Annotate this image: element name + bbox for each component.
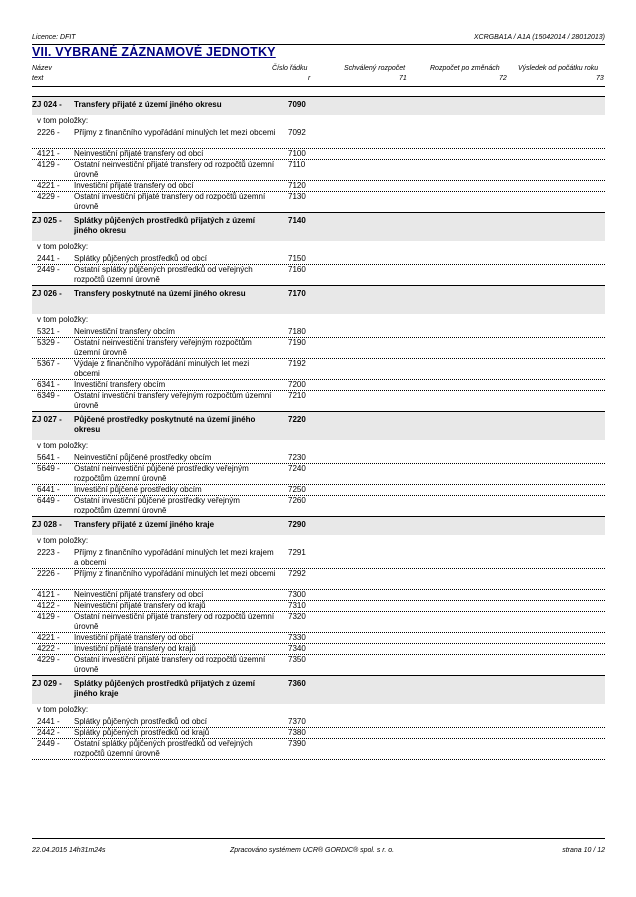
col-schvaleny: Schválený rozpočet [344, 65, 406, 72]
row-number: 7330 [288, 633, 306, 642]
page-footer [32, 838, 605, 853]
row-text: Neinvestiční půjčené prostředky obcím [74, 453, 212, 462]
item-row [32, 463, 605, 485]
row-text: v tom položky: [37, 116, 89, 125]
section-row [32, 411, 605, 440]
row-code: 6449 - [37, 496, 60, 505]
row-number: 7150 [288, 254, 306, 263]
row-number: 7390 [288, 739, 306, 748]
col-73: 73 [596, 75, 604, 82]
row-number: 7260 [288, 496, 306, 505]
row-text: Neinvestiční přijaté transfery od obcí [74, 590, 204, 599]
row-code: 2226 - [37, 569, 60, 578]
row-text: Ostatní neinvestiční transfery veřejným rozpočtům územní úrovně [74, 338, 252, 357]
col-71: 71 [399, 75, 407, 82]
item-row [32, 495, 605, 517]
col-nazev: Název [32, 65, 52, 72]
row-text: Splátky půjčených prostředků přijatých z území jiného okresu [74, 216, 255, 235]
row-number: 7220 [288, 415, 306, 424]
footer-system: Zpracováno systémem UCR® GORDIC® spol. s r. o. [230, 847, 395, 854]
row-text: Příjmy z finančního vypořádání minulých let mezi krajem a obcemi [74, 548, 274, 567]
row-number: 7291 [288, 548, 306, 557]
row-number: 7210 [288, 391, 306, 400]
section-row [32, 516, 605, 535]
col-cislo-radku: Číslo řádku [272, 65, 308, 72]
row-text: Ostatní neinvestiční přijaté transfery od rozpočtů územní úrovně [74, 160, 275, 179]
row-number: 7230 [288, 453, 306, 462]
row-text: Neinvestiční přijaté transfery od krajů [74, 601, 206, 610]
section-row [32, 285, 605, 314]
row-text: v tom položky: [37, 315, 89, 324]
row-code: 2449 - [37, 265, 60, 274]
item-row [32, 611, 605, 633]
row-text: Půjčené prostředky poskytnuté na území jiného okresu [74, 415, 256, 434]
row-text: Ostatní neinvestiční přijaté transfery od rozpočtů územní úrovně [74, 612, 275, 631]
row-text: Splátky půjčených prostředků od obcí [74, 254, 207, 263]
row-code: 4121 - [37, 590, 60, 599]
row-code: 4222 - [37, 644, 60, 653]
footer-page: strana 10 / 12 [562, 847, 605, 854]
row-code: ZJ 026 - [32, 289, 62, 298]
section-row [32, 212, 605, 241]
item-row [32, 337, 605, 359]
row-number: 7320 [288, 612, 306, 621]
row-text: Ostatní investiční půjčené prostředky veřejným rozpočtům územní úrovně [74, 496, 240, 515]
row-code: 2441 - [37, 717, 60, 726]
row-code: 4221 - [37, 181, 60, 190]
row-text: Investiční přijaté transfery od krajů [74, 644, 196, 653]
row-number: 7370 [288, 717, 306, 726]
row-code: 4221 - [37, 633, 60, 642]
subheading-row [32, 114, 605, 127]
row-code: ZJ 028 - [32, 520, 62, 529]
row-text: Ostatní splátky půjčených prostředků od veřejných rozpočtů územní úrovně [74, 739, 253, 758]
row-number: 7200 [288, 380, 306, 389]
row-code: 5649 - [37, 464, 60, 473]
row-code: ZJ 024 - [32, 100, 62, 109]
row-text: Příjmy z finančního vypořádání minulých let mezi obcemi [74, 569, 276, 578]
row-code: 6341 - [37, 380, 60, 389]
row-text: Splátky půjčených prostředků od obcí [74, 717, 207, 726]
row-number: 7130 [288, 192, 306, 201]
row-code: 5641 - [37, 453, 60, 462]
row-code: 4129 - [37, 160, 60, 169]
col-po-zmenach: Rozpočet po změnách [430, 65, 500, 72]
row-text: v tom položky: [37, 242, 89, 251]
row-code: ZJ 025 - [32, 216, 62, 225]
row-text: Transfery poskytnuté na území jiného okresu [74, 289, 246, 298]
item-row [32, 738, 605, 760]
page-title: VII. VYBRANÉ ZÁZNAMOVÉ JEDNOTKY [32, 45, 276, 59]
row-text: v tom položky: [37, 441, 89, 450]
item-row [32, 390, 605, 412]
item-row [32, 159, 605, 181]
item-row [32, 358, 605, 380]
row-code: 2449 - [37, 739, 60, 748]
row-number: 7180 [288, 327, 306, 336]
row-code: 4122 - [37, 601, 60, 610]
row-number: 7340 [288, 644, 306, 653]
item-row [32, 654, 605, 676]
row-text: Investiční transfery obcím [74, 380, 166, 389]
row-text: v tom položky: [37, 705, 89, 714]
row-number: 7350 [288, 655, 306, 664]
row-code: 4229 - [37, 655, 60, 664]
row-number: 7110 [288, 160, 306, 169]
row-number: 7160 [288, 265, 306, 274]
col-text: text [32, 75, 44, 82]
col-vysledek: Výsledek od počátku roku [518, 65, 599, 72]
section-row [32, 675, 605, 704]
row-number: 7292 [288, 569, 306, 578]
row-text: Transfery přijaté z území jiného okresu [74, 100, 222, 109]
row-number: 7090 [288, 100, 306, 109]
row-text: Neinvestiční transfery obcím [74, 327, 175, 336]
row-text: Příjmy z finančního vypořádání minulých let mezi obcemi [74, 128, 276, 137]
row-text: Neinvestiční přijaté transfery od obcí [74, 149, 204, 158]
row-code: 2442 - [37, 728, 60, 737]
subheading-row [32, 313, 605, 326]
row-number: 7310 [288, 601, 306, 610]
row-code: 4121 - [37, 149, 60, 158]
row-code: 2223 - [37, 548, 60, 557]
item-row [32, 568, 605, 590]
section-row [32, 96, 605, 115]
row-text: Ostatní investiční přijaté transfery od rozpočtů územní úrovně [74, 655, 266, 674]
row-code: 5329 - [37, 338, 60, 347]
subheading-row [32, 703, 605, 716]
row-number: 7380 [288, 728, 306, 737]
report-id: XCRGBA1A / A1A (15042014 / 28012013) [473, 34, 605, 41]
row-code: 5367 - [37, 359, 60, 368]
col-72: 72 [499, 75, 507, 82]
row-code: ZJ 029 - [32, 679, 62, 688]
row-number: 7140 [288, 216, 306, 225]
item-row [32, 127, 605, 149]
row-number: 7190 [288, 338, 306, 347]
row-text: Transfery přijaté z území jiného kraje [74, 520, 215, 529]
item-row [32, 547, 605, 569]
col-r: r [308, 75, 311, 82]
row-number: 7120 [288, 181, 306, 190]
row-text: v tom položky: [37, 536, 89, 545]
row-number: 7290 [288, 520, 306, 529]
row-code: 2226 - [37, 128, 60, 137]
subheading-row [32, 534, 605, 547]
row-code: 6349 - [37, 391, 60, 400]
row-number: 7100 [288, 149, 306, 158]
row-text: Ostatní splátky půjčených prostředků od veřejných rozpočtů územní úrovně [74, 265, 253, 284]
row-text: Výdaje z finančního vypořádání minulých let mezi obcemi [74, 359, 250, 378]
row-code: ZJ 027 - [32, 415, 62, 424]
row-code: 4129 - [37, 612, 60, 621]
row-text: Investiční půjčené prostředky obcím [74, 485, 202, 494]
item-row [32, 191, 605, 213]
row-number: 7170 [288, 289, 306, 298]
licence-text: Licence: DFIT [32, 34, 76, 41]
row-number: 7360 [288, 679, 306, 688]
row-number: 7250 [288, 485, 306, 494]
row-code: 5321 - [37, 327, 60, 336]
row-code: 4229 - [37, 192, 60, 201]
row-number: 7192 [288, 359, 306, 368]
row-text: Ostatní investiční přijaté transfery od rozpočtů územní úrovně [74, 192, 266, 211]
row-code: 2441 - [37, 254, 60, 263]
page-header [32, 34, 605, 45]
footer-timestamp: 22.04.2015 14h31m24s [32, 847, 106, 854]
row-number: 7300 [288, 590, 306, 599]
row-text: Ostatní investiční transfery veřejným rozpočtům územní úrovně [74, 391, 272, 410]
item-row [32, 264, 605, 286]
row-text: Investiční přijaté transfery od obcí [74, 633, 194, 642]
row-text: Splátky půjčených prostředků přijatých z území jiného kraje [74, 679, 255, 698]
row-code: 6441 - [37, 485, 60, 494]
subheading-row [32, 439, 605, 452]
row-text: Splátky půjčených prostředků od krajů [74, 728, 210, 737]
column-header [32, 65, 605, 87]
subheading-row [32, 240, 605, 253]
row-number: 7092 [288, 128, 306, 137]
row-text: Ostatní neinvestiční půjčené prostředky veřejným rozpočtům územní úrovně [74, 464, 249, 483]
row-number: 7240 [288, 464, 306, 473]
row-text: Investiční přijaté transfery od obcí [74, 181, 194, 190]
